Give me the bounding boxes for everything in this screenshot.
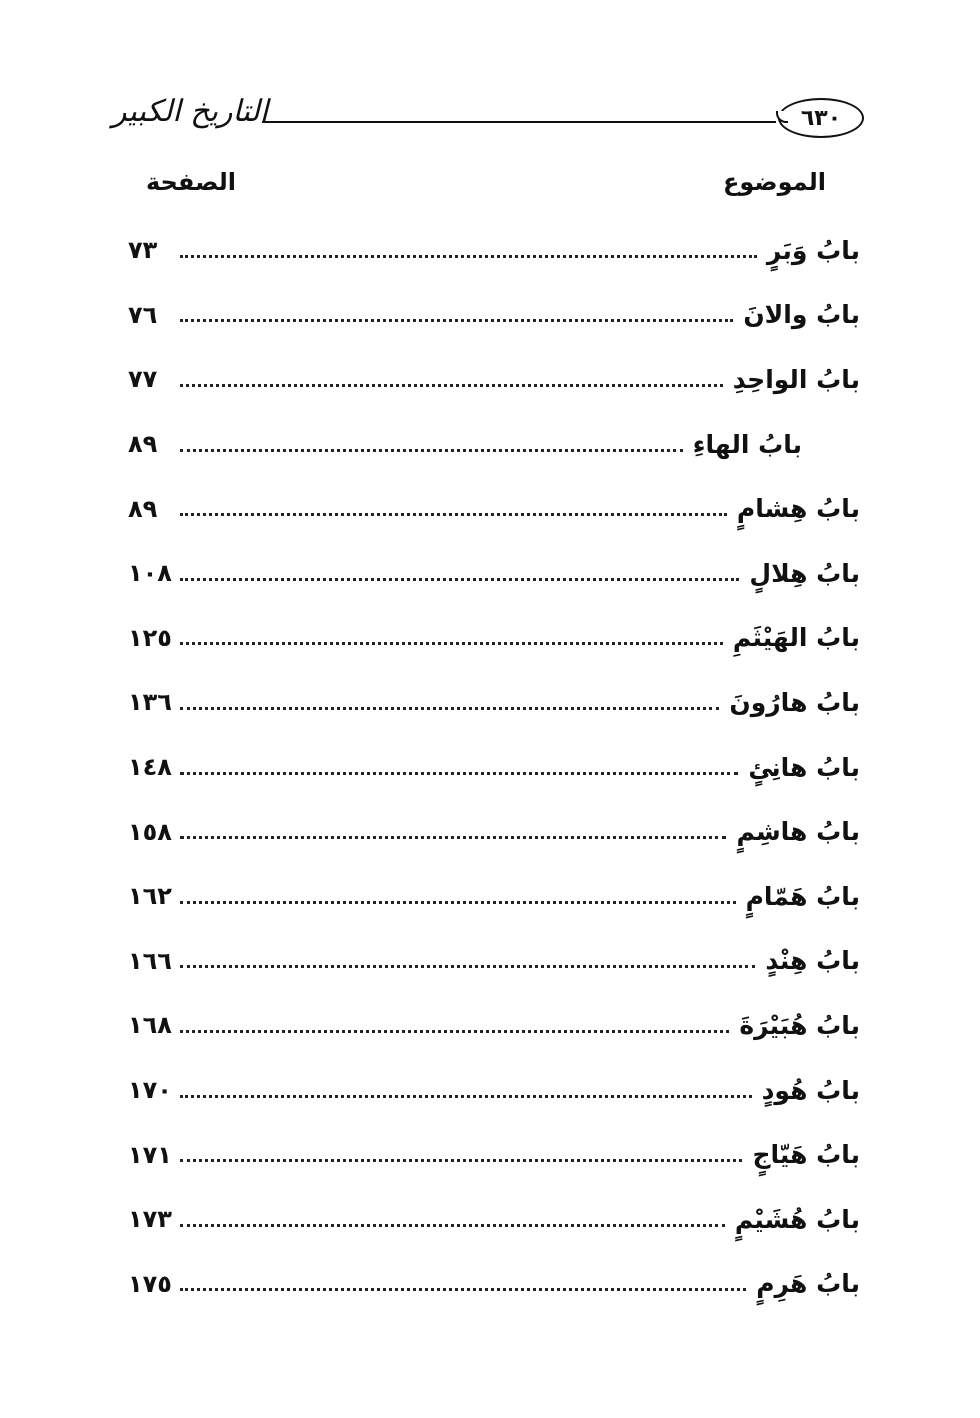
- dot-leader: [180, 255, 757, 258]
- toc-entry: [128, 218, 860, 283]
- dot-leader: [180, 1159, 742, 1162]
- toc-entry-page-number: ١٦٢: [128, 882, 172, 911]
- toc-entry: [128, 1252, 860, 1317]
- toc-entry: [128, 993, 860, 1058]
- book-title: التاريخ الكبير: [112, 94, 269, 129]
- toc-entry: [128, 606, 860, 671]
- toc-entry-page-number: ٨٩: [128, 494, 158, 523]
- toc-entry: [128, 670, 860, 735]
- dot-leader: [180, 384, 723, 387]
- toc-entry-page-number: ١٧٥: [128, 1269, 172, 1298]
- toc-entry-page-number: ١٦٦: [128, 946, 172, 975]
- toc-entry-page-number: ١٧١: [128, 1140, 172, 1169]
- toc-entry-page-number: ١٢٥: [128, 623, 172, 652]
- dot-leader: [180, 1224, 725, 1227]
- toc-entry-page-number: ١٣٦: [128, 688, 172, 717]
- toc-entry-page-number: ٧٦: [128, 300, 158, 329]
- dot-leader: [180, 707, 719, 710]
- dot-leader: [180, 513, 727, 516]
- toc-entry-topic: بابُ الهاءِ: [692, 429, 802, 459]
- toc-entry: [128, 1058, 860, 1123]
- toc-entry-topic: بابُ والانَ: [743, 300, 860, 330]
- toc-entry-page-number: ١٧٠: [128, 1076, 172, 1105]
- toc-entry-topic: بابُ الهَيْثَمِ: [732, 623, 860, 653]
- toc-entry-topic: بابُ هَمّامٍ: [745, 881, 860, 911]
- toc-entry-topic: بابُ هِشامٍ: [736, 494, 860, 524]
- dot-leader: [180, 578, 739, 581]
- toc-entry-topic: بابُ الواحِدِ: [732, 364, 860, 394]
- toc-entry-topic: بابُ هارُونَ: [729, 687, 860, 717]
- toc-entry: [128, 1187, 860, 1252]
- column-header-page: الصفحة: [146, 168, 237, 196]
- toc-entry: [128, 412, 860, 477]
- toc-entry-topic: بابُ هانِئٍ: [748, 752, 860, 782]
- toc-entry: [128, 799, 860, 864]
- toc-entry-page-number: ١٤٨: [128, 753, 172, 782]
- dot-leader: [180, 836, 726, 839]
- running-header: [112, 92, 864, 152]
- toc-entry-topic: بابُ هُبَيْرَةَ: [739, 1010, 860, 1040]
- dot-leader: [180, 1095, 752, 1098]
- toc-entry-topic: بابُ وَبَرٍ: [766, 235, 860, 265]
- toc-entry-page-number: ١٧٣: [128, 1205, 172, 1234]
- toc-entry: [128, 541, 860, 606]
- toc-entry: [128, 347, 860, 412]
- column-header-topic: الموضوع: [722, 168, 826, 196]
- toc-entry-topic: بابُ هُشَيْمٍ: [734, 1204, 860, 1234]
- dot-leader: [180, 965, 755, 968]
- toc-entry-page-number: ١٥٨: [128, 817, 172, 846]
- toc-entry: [128, 283, 860, 348]
- dot-leader: [180, 642, 723, 645]
- toc-entry-topic: بابُ هُودٍ: [761, 1075, 860, 1105]
- toc-entry: [128, 476, 860, 541]
- dot-leader: [180, 901, 736, 904]
- toc-entry-topic: بابُ هِلالٍ: [749, 558, 860, 588]
- toc-entry-topic: بابُ هَيّاجٍ: [752, 1140, 860, 1170]
- toc-entry-page-number: ٧٧: [128, 365, 158, 394]
- toc-entry-topic: بابُ هَرِمٍ: [756, 1269, 860, 1299]
- header-rule: [262, 121, 776, 123]
- dot-leader: [180, 319, 733, 322]
- dot-leader: [180, 1030, 729, 1033]
- toc-entry: [128, 864, 860, 929]
- toc-entry: [128, 735, 860, 800]
- toc-entry-page-number: ٨٩: [128, 430, 158, 459]
- toc-entry-page-number: ١٠٨: [128, 559, 172, 588]
- toc-entry-topic: بابُ هِنْدٍ: [765, 946, 860, 976]
- page-number: ٦٣٠: [778, 98, 864, 138]
- toc-entry: [128, 929, 860, 994]
- toc-entry-page-number: ١٦٨: [128, 1011, 172, 1040]
- toc-entry-page-number: ٧٣: [128, 236, 158, 265]
- toc-entry: [128, 1122, 860, 1187]
- dot-leader: [180, 1288, 746, 1291]
- dot-leader: [180, 772, 738, 775]
- toc-entry-topic: بابُ هاشِمٍ: [736, 817, 860, 847]
- dot-leader: [180, 449, 683, 452]
- table-of-contents: [128, 218, 860, 1316]
